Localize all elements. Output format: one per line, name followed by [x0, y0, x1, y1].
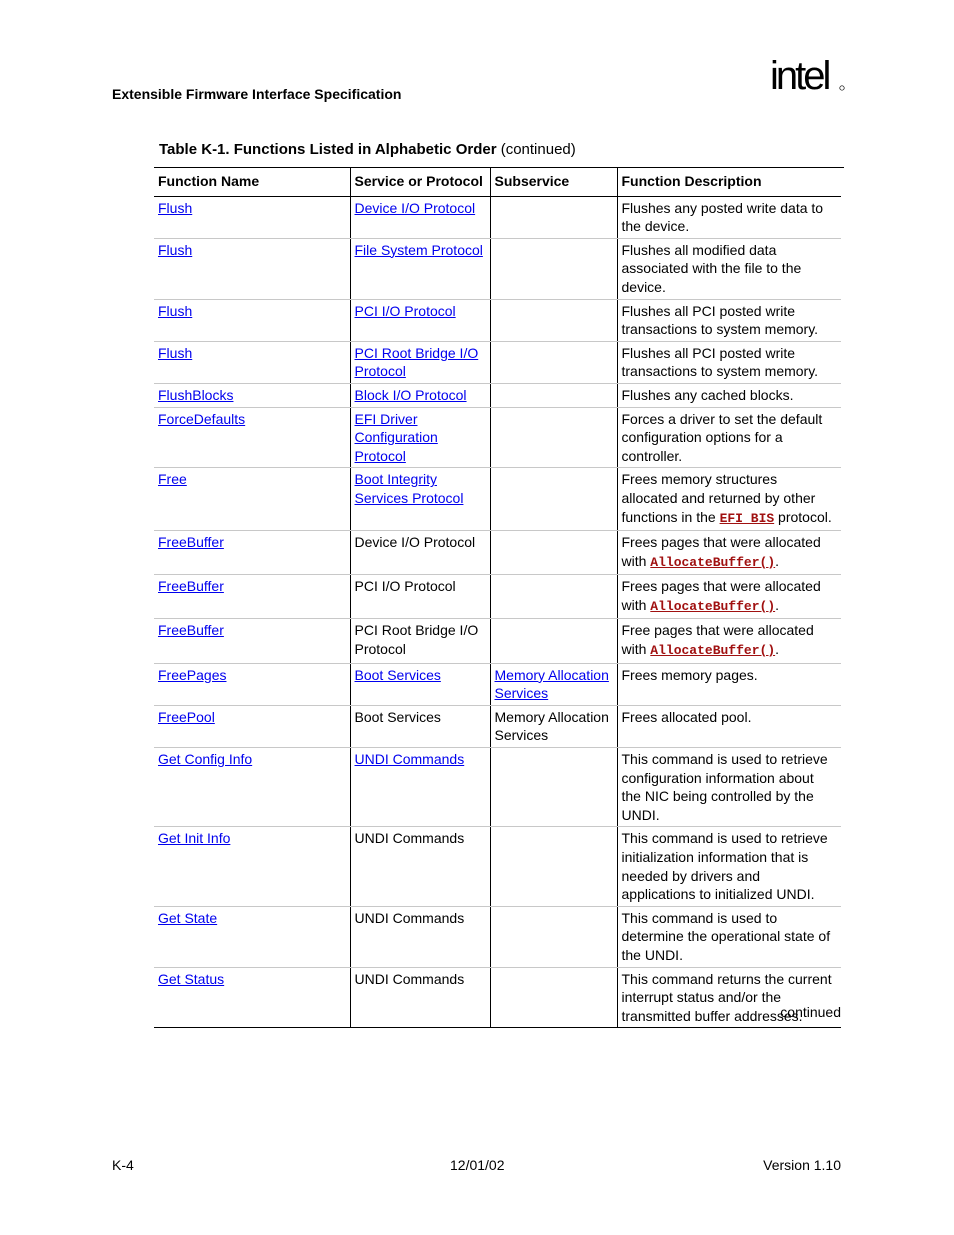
function-name-cell: [154, 748, 350, 827]
description-text: Flushes any cached blocks.: [621, 386, 794, 403]
function-name-cell: [154, 299, 350, 341]
table-row: [154, 383, 841, 407]
table-row: [154, 748, 841, 827]
api-reference-link[interactable]: AllocateBuffer(): [650, 643, 776, 659]
description-cell: [617, 341, 841, 383]
function-name-cell: [154, 407, 350, 468]
service-cell: [350, 531, 490, 575]
table-caption-label: Table K-1. Functions Listed in Alphabetic Order: [159, 141, 497, 158]
description-text: Flushes all PCI posted write transactions to system memory.: [621, 344, 819, 380]
description-cell: [617, 468, 841, 531]
footer-version: Version 1.10: [763, 1157, 841, 1173]
table-caption-suffix: (continued): [496, 141, 576, 158]
subservice-cell: [490, 238, 617, 299]
function-name-cell: [154, 906, 350, 967]
service-text: PCI Root Bridge I/O Protocol: [354, 622, 479, 658]
service-link[interactable]: Device I/O Protocol: [354, 199, 476, 216]
function-name-link[interactable]: Flush: [158, 344, 193, 361]
table-row: [154, 619, 841, 663]
function-name-link[interactable]: FreePool: [158, 708, 215, 725]
subservice-cell: [490, 619, 617, 663]
function-name-link[interactable]: Get Status: [158, 970, 225, 987]
service-cell: [350, 748, 490, 827]
description-cell: [617, 383, 841, 407]
column-header-subservice: Subservice: [490, 168, 617, 196]
function-name-link[interactable]: Flush: [158, 199, 193, 216]
description-cell: [617, 619, 841, 663]
description-text: Free pages that were allocated with: [621, 622, 814, 658]
function-name-link[interactable]: FreeBuffer: [158, 622, 224, 639]
service-text: UNDI Commands: [354, 909, 465, 926]
description-text: Frees pages that were allocated with: [621, 534, 821, 569]
service-cell: [350, 238, 490, 299]
api-reference-link[interactable]: AllocateBuffer(): [650, 598, 776, 614]
service-link[interactable]: File System Protocol: [354, 241, 483, 258]
table-row: [154, 531, 841, 575]
subservice-cell: [490, 575, 617, 619]
table-row: [154, 705, 841, 747]
function-name-link[interactable]: Free: [158, 471, 187, 488]
footer-date: 12/01/02: [450, 1157, 505, 1173]
subservice-cell: [490, 383, 617, 407]
description-cell: [617, 748, 841, 827]
function-name-cell: [154, 575, 350, 619]
service-cell: [350, 196, 490, 238]
function-name-cell: [154, 531, 350, 575]
description-text: This command is used to retrieve initialization information that is needed by drivers and applications to initialized UNDI.: [621, 830, 828, 903]
service-text: Device I/O Protocol: [354, 534, 476, 551]
description-cell: [617, 238, 841, 299]
function-name-cell: [154, 341, 350, 383]
service-cell: [350, 967, 490, 1028]
service-link[interactable]: Boot Integrity Services Protocol: [354, 471, 464, 506]
function-name-cell: [154, 238, 350, 299]
service-cell: [350, 827, 490, 906]
function-name-cell: [154, 705, 350, 747]
service-text: Boot Services: [354, 708, 441, 725]
service-cell: [350, 468, 490, 531]
table-row: [154, 196, 841, 238]
service-cell: [350, 383, 490, 407]
service-cell: [350, 299, 490, 341]
document-header-title: Extensible Firmware Interface Specification: [112, 86, 402, 102]
description-text: .: [775, 641, 780, 658]
column-header-function-name: Function Name: [154, 168, 350, 196]
function-name-cell: [154, 663, 350, 705]
subservice-cell: [490, 407, 617, 468]
table-row: [154, 906, 841, 967]
api-reference-link[interactable]: EFI_BIS: [719, 510, 775, 526]
table-row: [154, 238, 841, 299]
service-text: UNDI Commands: [354, 830, 465, 847]
subservice-cell: [490, 531, 617, 575]
description-text: Flushes all PCI posted write transactions to system memory.: [621, 302, 819, 338]
subservice-cell: [490, 748, 617, 827]
subservice-cell: [490, 468, 617, 531]
function-name-link[interactable]: FlushBlocks: [158, 386, 234, 403]
description-text: This command returns the current interrupt status and/or the transmitted buffer addresses.: [621, 970, 832, 1024]
service-cell: [350, 906, 490, 967]
table-row: [154, 341, 841, 383]
description-cell: [617, 196, 841, 238]
column-header-service: Service or Protocol: [350, 168, 490, 196]
function-name-cell: [154, 827, 350, 906]
description-cell: [617, 299, 841, 341]
description-cell: [617, 531, 841, 575]
function-name-link[interactable]: FreePages: [158, 666, 227, 683]
service-link[interactable]: UNDI Commands: [354, 751, 465, 768]
service-cell: [350, 575, 490, 619]
service-text: UNDI Commands: [354, 970, 465, 987]
description-text: Forces a driver to set the default configuration options for a controller.: [621, 410, 823, 464]
function-name-cell: [154, 967, 350, 1028]
function-name-link[interactable]: Flush: [158, 241, 193, 258]
function-name-link[interactable]: Get Config Info: [158, 751, 253, 768]
table-row: [154, 663, 841, 705]
table-row: [154, 468, 841, 531]
intel-logo: [770, 58, 846, 102]
description-text: protocol.: [774, 508, 832, 525]
description-cell: [617, 663, 841, 705]
service-cell: [350, 705, 490, 747]
service-link[interactable]: Boot Services: [354, 666, 441, 683]
table-row: [154, 299, 841, 341]
function-name-link[interactable]: Flush: [158, 302, 193, 319]
function-name-link[interactable]: ForceDefaults: [158, 410, 246, 427]
table-row: [154, 407, 841, 468]
api-reference-link[interactable]: AllocateBuffer(): [650, 554, 776, 570]
footer-page-number: K-4: [112, 1157, 134, 1173]
function-name-cell: [154, 619, 350, 663]
table-caption: [159, 141, 576, 158]
service-link[interactable]: PCI I/O Protocol: [354, 302, 456, 319]
table-row: [154, 827, 841, 906]
functions-table: [154, 168, 841, 1028]
subservice-text: Memory Allocation Services: [494, 708, 609, 744]
description-cell: [617, 407, 841, 468]
function-name-cell: [154, 196, 350, 238]
description-text: .: [775, 552, 780, 569]
description-cell: [617, 705, 841, 747]
description-text: Frees pages that were allocated with: [621, 578, 821, 613]
service-link[interactable]: Block I/O Protocol: [354, 386, 467, 403]
description-text: Flushes all modified data associated with the file to the device.: [621, 241, 802, 295]
table-row: [154, 575, 841, 619]
service-cell: [350, 663, 490, 705]
subservice-cell: [490, 906, 617, 967]
function-name-cell: [154, 383, 350, 407]
subservice-cell: [490, 705, 617, 747]
table-body: [154, 196, 841, 1028]
subservice-cell: [490, 967, 617, 1028]
subservice-cell: [490, 827, 617, 906]
function-name-link[interactable]: Get State: [158, 909, 218, 926]
subservice-cell: [490, 196, 617, 238]
description-text: Frees allocated pool.: [621, 708, 752, 725]
function-name-link[interactable]: FreeBuffer: [158, 578, 224, 595]
description-cell: [617, 827, 841, 906]
function-name-link[interactable]: FreeBuffer: [158, 534, 224, 551]
subservice-cell: [490, 299, 617, 341]
table-header-row: [154, 168, 841, 196]
description-cell: [617, 575, 841, 619]
column-header-description: Function Description: [617, 168, 841, 196]
service-link[interactable]: PCI Root Bridge I/O Protocol: [354, 344, 479, 380]
function-name-link[interactable]: Get Init Info: [158, 830, 231, 847]
function-name-cell: [154, 468, 350, 531]
subservice-link[interactable]: Memory Allocation Services: [494, 666, 609, 702]
continued-label: continued: [780, 1004, 841, 1020]
service-cell: [350, 619, 490, 663]
description-text: This command is used to retrieve configuration information about the NIC being controlled by the UNDI.: [621, 751, 828, 823]
description-text: Frees memory pages.: [621, 666, 758, 683]
table-row: [154, 967, 841, 1028]
description-text: This command is used to determine the operational state of the UNDI.: [621, 909, 831, 963]
description-text: Flushes any posted write data to the device.: [621, 199, 824, 235]
subservice-cell: [490, 663, 617, 705]
service-cell: [350, 341, 490, 383]
description-text: .: [775, 596, 780, 613]
service-cell: [350, 407, 490, 468]
subservice-cell: [490, 341, 617, 383]
service-link[interactable]: EFI Driver Configuration Protocol: [354, 410, 438, 464]
logo-wordmark: intel: [770, 58, 829, 98]
service-text: PCI I/O Protocol: [354, 578, 456, 595]
description-text: Frees memory structures allocated and returned by other functions in the: [621, 471, 816, 525]
description-cell: [617, 906, 841, 967]
